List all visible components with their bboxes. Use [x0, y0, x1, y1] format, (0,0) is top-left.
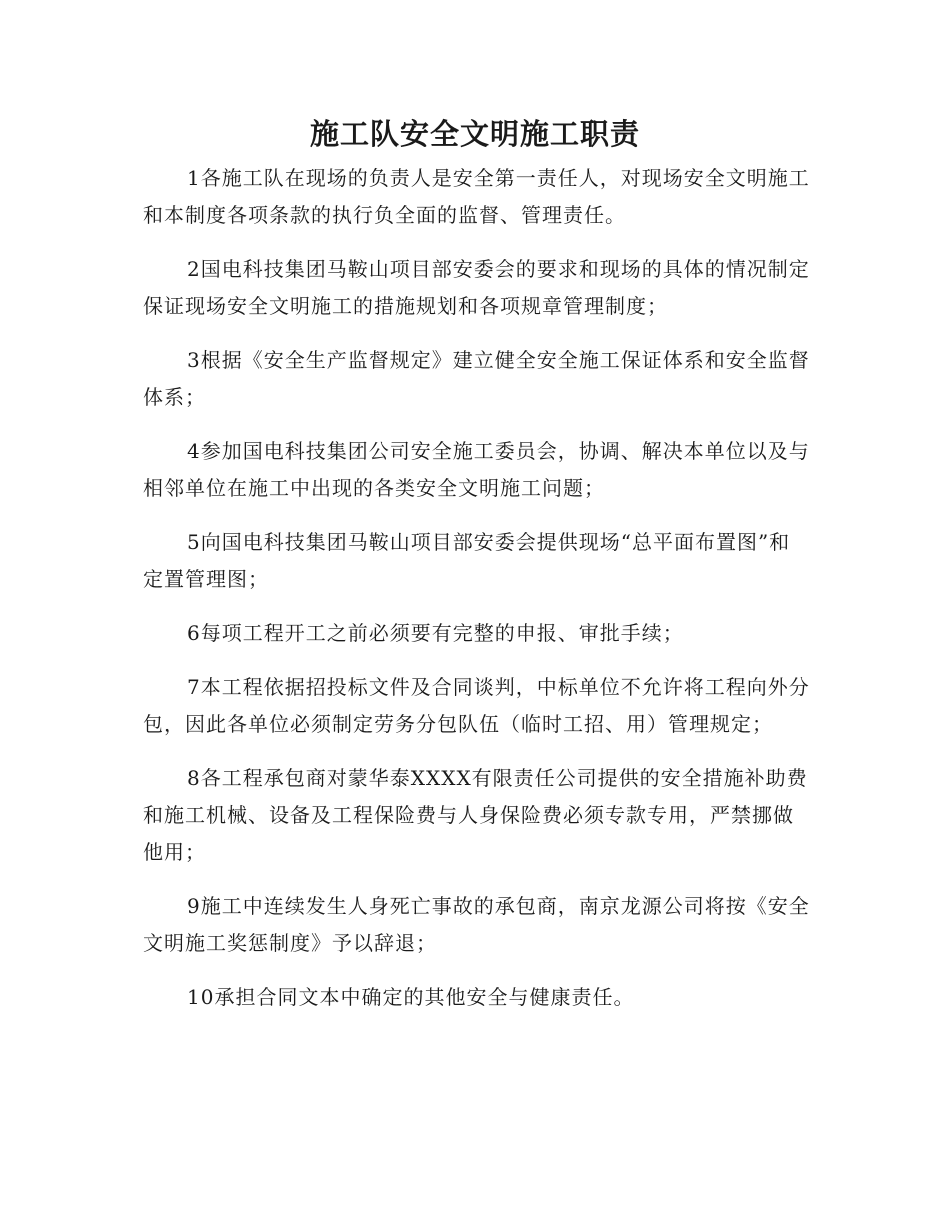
paragraph-6: 6每项工程开工之前必须要有完整的申报、审批手续；: [187, 621, 684, 645]
paragraph-3: 3根据《安全生产监督规定》建立健全安全施工保证体系和安全监督体系；: [143, 348, 810, 409]
paragraph-5: 5向国电科技集团马鞍山项目部安委会提供现场“总平面布置图”和定置管理图；: [143, 530, 791, 591]
paragraph-4: 4参加国电科技集团公司安全施工委员会，协调、解决本单位以及与相邻单位在施工中出现的各类安全文明施工问题；: [143, 439, 810, 500]
paragraph-9: 9施工中连续发生人身死亡事故的承包商，南京龙源公司将按《安全文明施工奖惩制度》予以辞退；: [143, 894, 810, 955]
paragraph-2: 2国电科技集团马鞍山项目部安委会的要求和现场的具体的情况制定保证现场安全文明施工的措施规划和各项规章管理制度；: [143, 257, 810, 318]
document-title: 施工队安全文明施工职责: [309, 117, 640, 151]
paragraph-10: 10承担合同文本中确定的其他安全与健康责任。: [187, 985, 635, 1009]
paragraph-8: 8各工程承包商对蒙华泰XXXX有限责任公司提供的安全措施补助费和施工机械、设备及工程保险费与人身保险费必须专款专用，严禁挪做他用；: [143, 766, 808, 864]
paragraph-7: 7本工程依据招投标文件及合同谈判，中标单位不允许将工程向外分包，因此各单位必须制定劳务分包队伍（临时工招、用）管理规定；: [143, 675, 810, 736]
document-body: [143, 160, 811, 1033]
paragraph-1: 1各施工队在现场的负责人是安全第一责任人，对现场安全文明施工和本制度各项条款的执行负全面的监督、管理责任。: [143, 166, 810, 227]
